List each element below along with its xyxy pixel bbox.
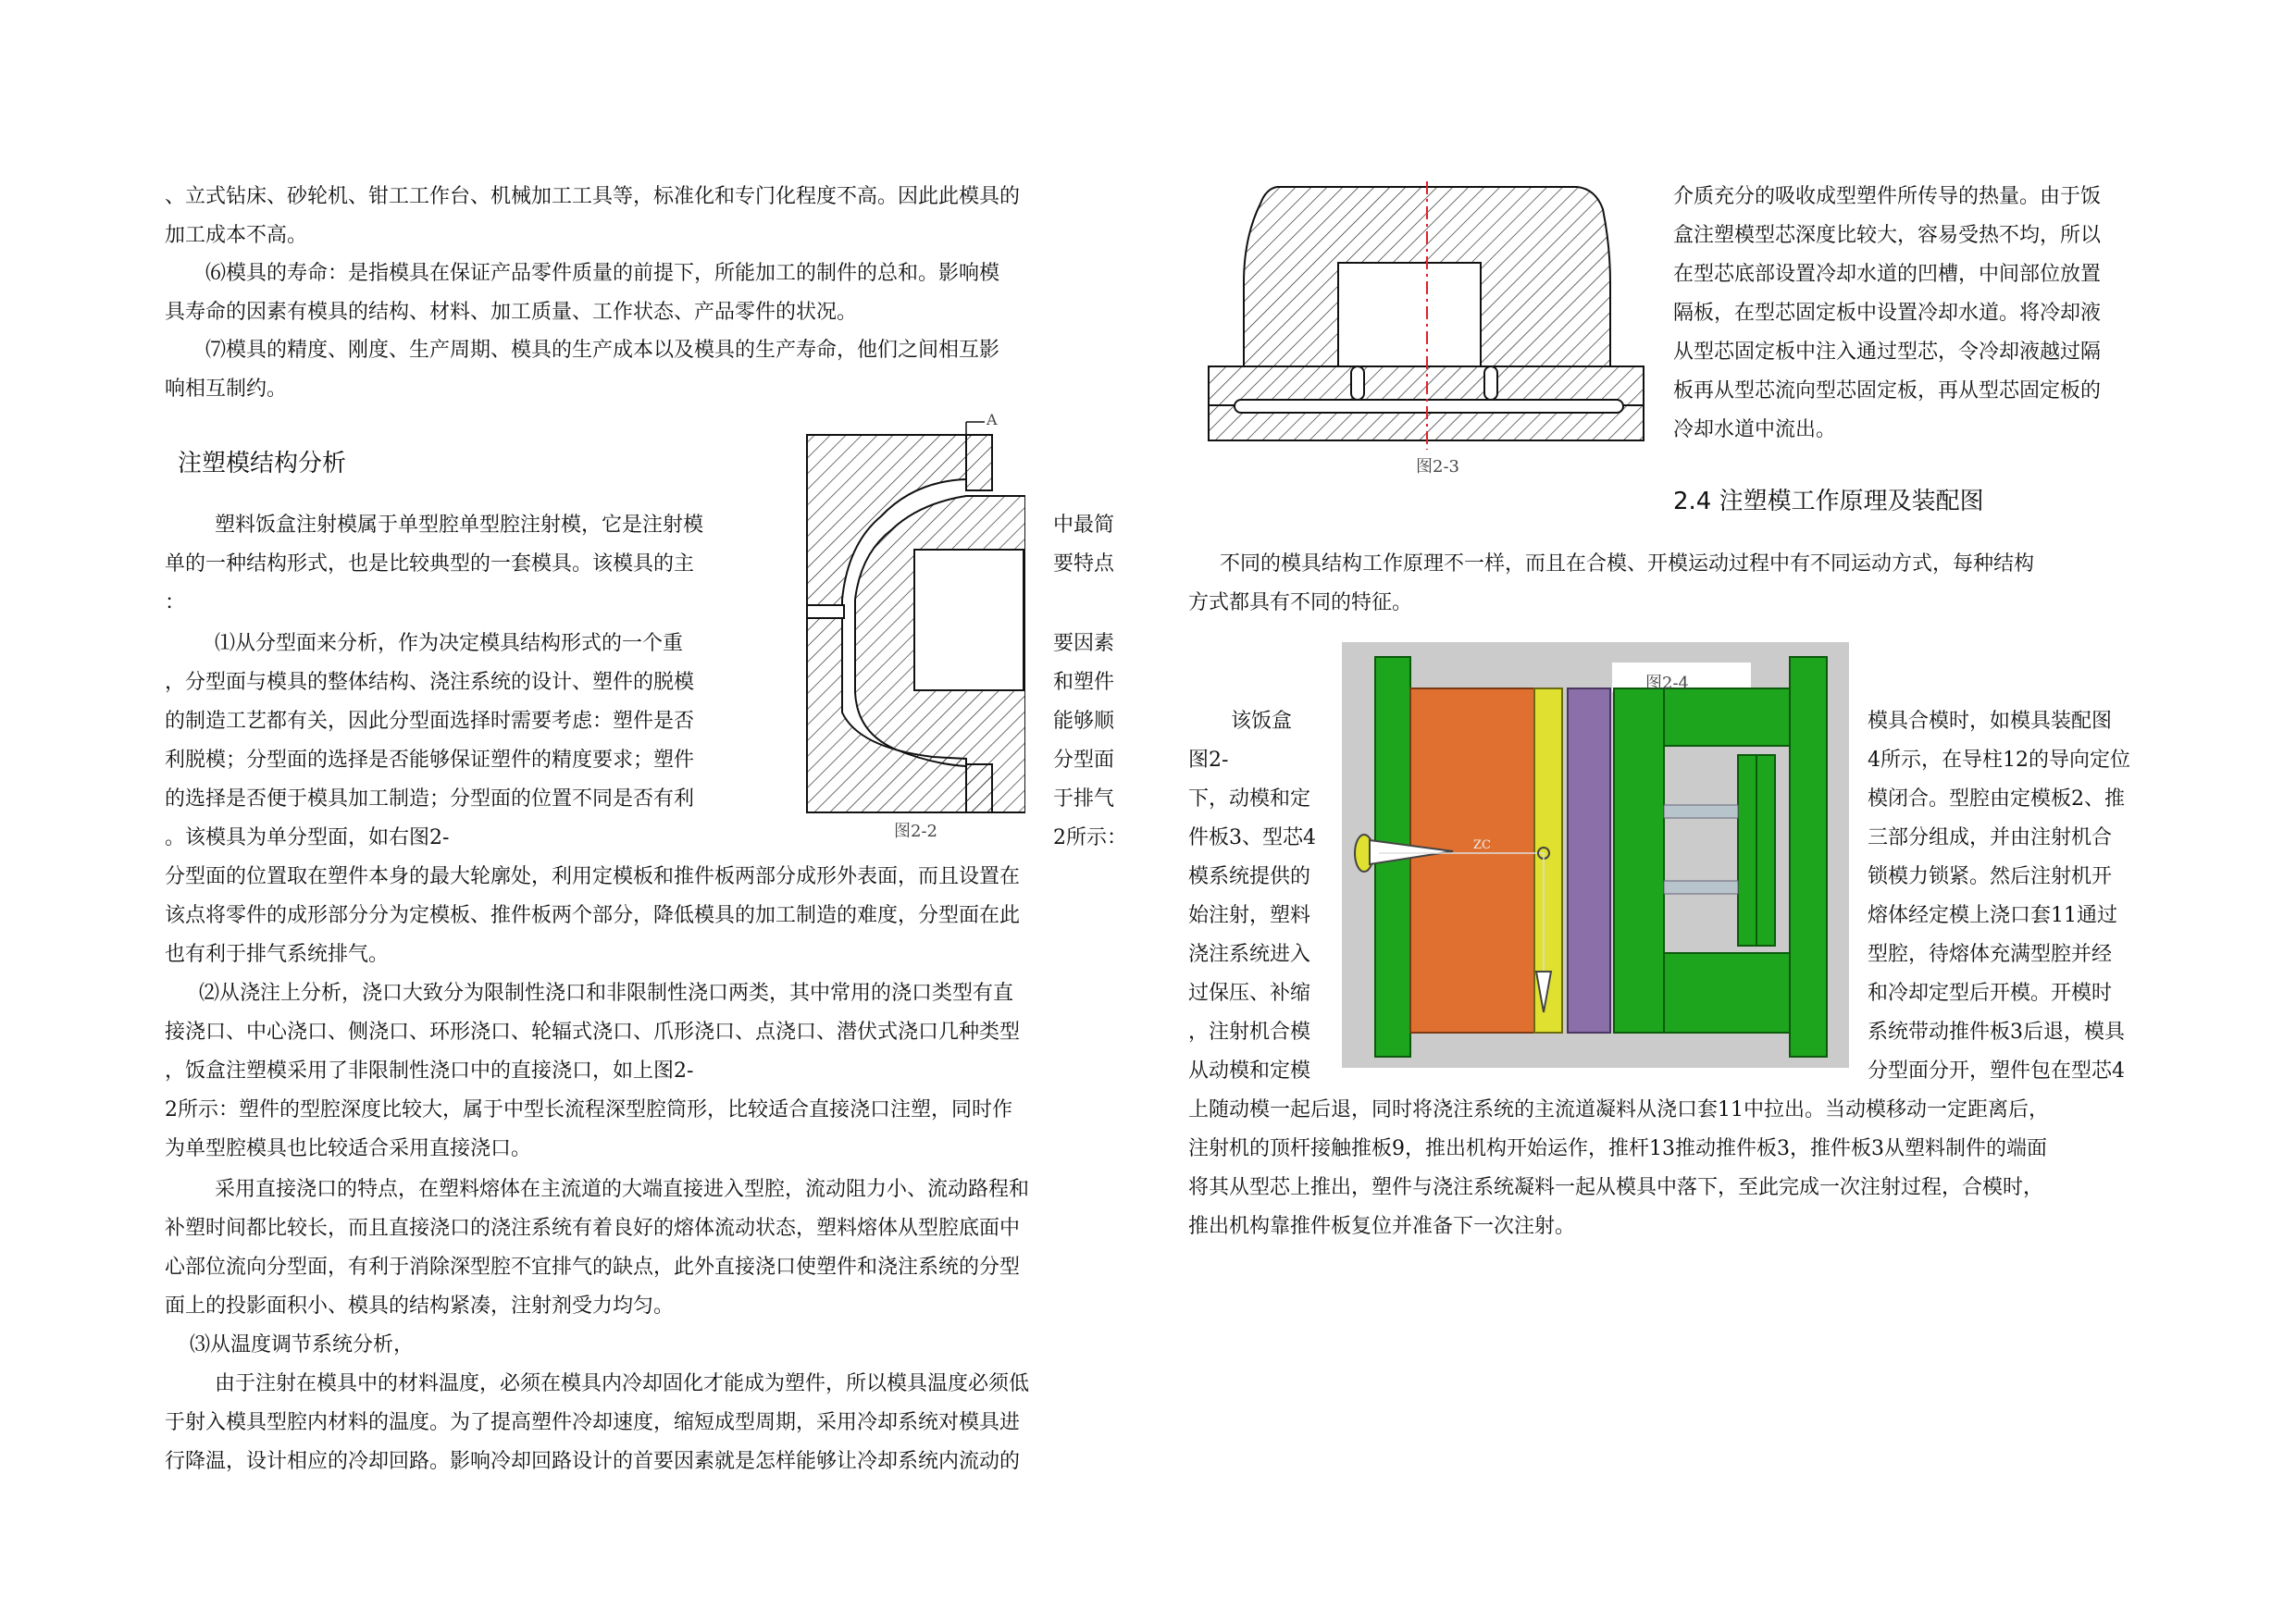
text-line: 将其从型芯上推出，塑件与浇注系统凝料一起从模具中落下，至此完成一次注射过程，合模时， xyxy=(1188,1176,2044,1199)
text-line: 上随动模一起后退，同时将浇注系统的主流道凝料从浇口套11中拉出。当动模移动一定距离后， xyxy=(1188,1098,2049,1121)
text-line: 熔体经定模上浇口套11通过 xyxy=(1868,904,2117,927)
text-line: 于射入模具型腔内材料的温度。为了提高塑件冷却速度，缩短成型周期，采用冷却系统对模具进 xyxy=(165,1411,1021,1434)
figure-2-2-label-a: A xyxy=(987,411,998,428)
figure-2-4-caption: 图2-4 xyxy=(1645,674,1689,693)
text-line: 2所示： xyxy=(1053,826,1127,849)
text-line: 也有利于排气系统排气。 xyxy=(165,943,390,966)
text-line: ，饭盒注塑模采用了非限制性浇口中的直接浇口，如上图2- xyxy=(165,1059,694,1083)
text-line: 隔板，在型芯固定板中设置冷却水道。将冷却液 xyxy=(1673,302,2102,325)
text-line: 过保压、补缩 xyxy=(1188,982,1311,1005)
text-line: 4所示，在导柱12的导向定位 xyxy=(1868,749,2130,772)
text-line: 在型芯底部设置冷却水道的凹槽，中间部位放置 xyxy=(1673,263,2102,286)
text-line: 中最简 xyxy=(1053,514,1115,537)
text-line: 浇注系统进入 xyxy=(1188,943,1311,966)
text-line: 要特点 xyxy=(1053,552,1115,576)
text-line: 模具合模时，如模具装配图 xyxy=(1868,710,2113,733)
figure-2-4-axis-label: ZC xyxy=(1473,838,1491,852)
text-line: ，分型面与模具的整体结构、浇注系统的设计、塑件的脱模 xyxy=(165,671,695,694)
text-line: 三部分组成，并由注射机合 xyxy=(1868,826,2113,849)
text-line: ⑵从浇注上分析，浇口大致分为限制性浇口和非限制性浇口两类，其中常用的浇口类型有直 xyxy=(199,982,1014,1005)
text-line: ⑹模具的寿命：是指模具在保证产品零件质量的前提下，所能加工的制件的总和。影响模 xyxy=(205,262,1000,285)
text-line: 从动模和定模 xyxy=(1188,1059,1311,1083)
text-line: 于排气 xyxy=(1053,787,1115,811)
text-line: 模系统提供的 xyxy=(1188,865,1311,888)
text-line: 不同的模具结构工作原理不一样，而且在合模、开模运动过程中有不同运动方式，每种结构 xyxy=(1220,552,2035,576)
text-line: 为单型腔模具也比较适合采用直接浇口。 xyxy=(165,1137,532,1160)
text-line: 该点将零件的成形部分分为定模板、推件板两个部分，降低模具的加工制造的难度，分型面在此 xyxy=(165,904,1021,927)
text-line: 加工成本不高。 xyxy=(165,224,308,247)
text-line: 模闭合。型腔由定模板2、推 xyxy=(1868,787,2125,811)
text-line: 。该模具为单分型面，如右图2- xyxy=(165,826,450,849)
text-line: 分型面分开，塑件包在型芯4 xyxy=(1868,1059,2125,1083)
text-line: 介质充分的吸收成型塑件所传导的热量。由于饭 xyxy=(1673,185,2102,208)
figure-2-3-drawing xyxy=(1207,181,1645,450)
text-line: 2所示：塑件的型腔深度比较大，属于中型长流程深型腔筒形，比较适合直接浇口注塑，同时作 xyxy=(165,1098,1013,1121)
text-line: 从型芯固定板中注入通过型芯，令冷却液越过隔 xyxy=(1673,341,2102,364)
figure-2-3-caption: 图2-3 xyxy=(1416,457,1459,477)
text-line: 推出机构靠推件板复位并准备下一次注射。 xyxy=(1188,1215,1576,1238)
text-line: 行降温，设计相应的冷却回路。影响冷却回路设计的首要因素就是怎样能够让冷却系统内流动的 xyxy=(165,1450,1021,1473)
text-line: 和冷却定型后开模。开模时 xyxy=(1868,982,2113,1005)
text-line: ⑺模具的精度、刚度、生产周期、模具的生产成本以及模具的生产寿命，他们之间相互影 xyxy=(205,339,1000,362)
text-line: ，注射机合模 xyxy=(1188,1021,1311,1044)
text-line: 注射机的顶杆接触推板9，推出机构开始运作，推杆13推动推件板3，推件板3从塑料制件的端面 xyxy=(1188,1137,2047,1160)
text-line: 锁模力锁紧。然后注射机开 xyxy=(1868,865,2113,888)
text-line: 的选择是否便于模具加工制造；分型面的位置不同是否有利 xyxy=(165,787,695,811)
text-line: 始注射，塑料 xyxy=(1188,904,1311,927)
text-line: 响相互制约。 xyxy=(165,378,288,401)
text-line: 盒注塑模型芯深度比较大，容易受热不均，所以 xyxy=(1673,224,2102,247)
text-line: 分型面的位置取在塑件本身的最大轮廓处，利用定模板和推件板两部分成形外表面，而且设置在 xyxy=(165,865,1021,888)
text-line: ⑴从分型面来分析，作为决定模具结构形式的一个重 xyxy=(215,632,684,655)
figure-2-2-drawing xyxy=(803,415,1025,814)
text-line: 面上的投影面积小、模具的结构紧凑，注射剂受力均匀。 xyxy=(165,1295,675,1318)
text-line: 和塑件 xyxy=(1053,671,1115,694)
text-line: 系统带动推件板3后退，模具 xyxy=(1868,1021,2125,1044)
text-line: ： xyxy=(165,591,186,614)
text-line: 由于注射在模具中的材料温度，必须在模具内冷却固化才能成为塑件，所以模具温度必须低 xyxy=(215,1372,1030,1395)
text-line: 利脱模；分型面的选择是否能够保证塑件的精度要求；塑件 xyxy=(165,749,695,772)
text-line: 该饭盒 xyxy=(1231,710,1293,733)
text-line: 具寿命的因素有模具的结构、材料、加工质量、工作状态、产品零件的状况。 xyxy=(165,301,858,324)
text-line: 冷却水道中流出。 xyxy=(1673,418,1837,441)
text-line: ⑶从温度调节系统分析， xyxy=(190,1333,415,1357)
text-line: 能够顺 xyxy=(1053,710,1115,733)
text-line: 单的一种结构形式，也是比较典型的一套模具。该模具的主 xyxy=(165,552,695,576)
text-line: 补塑时间都比较长，而且直接浇口的浇注系统有着良好的熔体流动状态，塑料熔体从型腔底面中 xyxy=(165,1217,1021,1240)
text-line: 型腔，待熔体充满型腔并经 xyxy=(1868,943,2113,966)
text-line: 心部位流向分型面，有利于消除深型腔不宜排气的缺点，此外直接浇口使塑件和浇注系统的分型 xyxy=(165,1256,1021,1279)
text-line: 、立式钻床、砂轮机、钳工工作台、机械加工工具等，标准化和专门化程度不高。因此此模具的 xyxy=(165,185,1021,208)
text-line: 板再从型芯流向型芯固定板，再从型芯固定板的 xyxy=(1673,379,2102,403)
text-line: 件板3、型芯4 xyxy=(1188,826,1316,849)
text-line: 的制造工艺都有关，因此分型面选择时需要考虑：塑件是否 xyxy=(165,710,695,733)
text-line: 图2- xyxy=(1188,749,1229,772)
figure-2-2-caption: 图2-2 xyxy=(894,822,937,841)
figure-2-4-drawing xyxy=(1342,642,1849,1068)
section-heading: 2.4 注塑模工作原理及装配图 xyxy=(1673,488,1984,515)
section-heading: 注塑模结构分析 xyxy=(178,450,347,477)
text-line: 方式都具有不同的特征。 xyxy=(1188,591,1413,614)
text-line: 下，动模和定 xyxy=(1188,787,1311,811)
text-line: 塑料饭盒注射模属于单型腔单型腔注射模，它是注射模 xyxy=(215,514,704,537)
text-line: 要因素 xyxy=(1053,632,1115,655)
text-line: 接浇口、中心浇口、侧浇口、环形浇口、轮辐式浇口、爪形浇口、点浇口、潜伏式浇口几种类型 xyxy=(165,1021,1021,1044)
text-line: 采用直接浇口的特点，在塑料熔体在主流道的大端直接进入型腔，流动阻力小、流动路程和 xyxy=(215,1178,1030,1201)
text-line: 分型面 xyxy=(1053,749,1115,772)
